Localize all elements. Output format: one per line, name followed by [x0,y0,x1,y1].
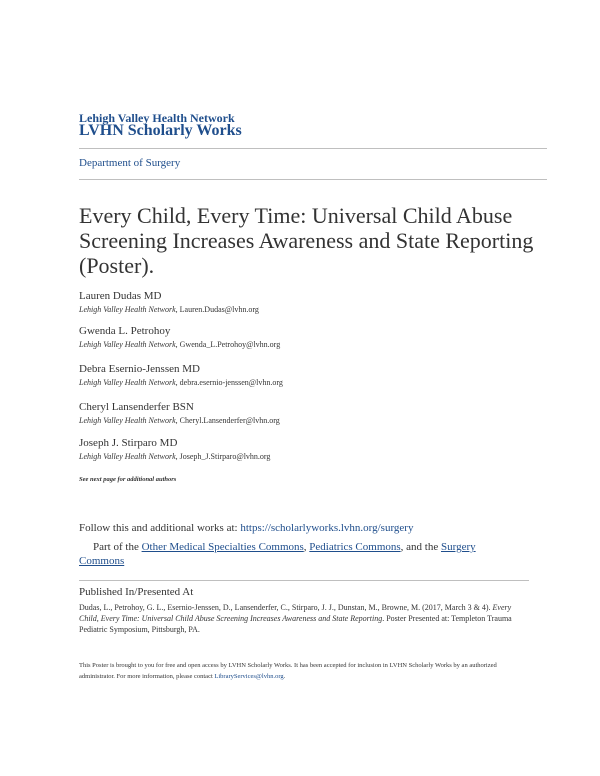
author-email: debra.esernio-jenssen@lvhn.org [179,378,283,387]
see-next-page-note: See next page for additional authors [79,476,177,483]
surgery-commons-link[interactable]: Surgery Commons [79,541,476,567]
part-of-separator: , and the [400,541,441,553]
author-affiliation: Lehigh Valley Health Network, Lauren.Dudas@lvhn.org [79,305,259,314]
affiliation-name: Lehigh Valley Health Network [79,340,176,349]
follow-text: Follow this and additional works at: [79,522,241,534]
author-affiliation: Lehigh Valley Health Network, Gwenda_L.Petrohoy@lvhn.org [79,340,281,349]
document-title: Every Child, Every Time: Universal Child Abuse Screening Increases Awareness and State Reporting (Poster). [79,203,534,278]
affiliation-name: Lehigh Valley Health Network [79,305,176,314]
author-name: Debra Esernio-Jenssen MD [79,363,200,375]
published-heading: Published In/Presented At [79,586,194,598]
part-of-separator: , [303,541,310,553]
pediatrics-commons-link[interactable]: Pediatrics Commons [309,541,401,553]
series-title[interactable]: LVHN Scholarly Works [79,122,242,139]
follow-line [79,522,413,534]
part-of-prefix: Part of the [93,541,142,553]
author-name: Lauren Dudas MD [79,290,162,302]
citation-rest: . Poster Presented at: Templeton Trauma Pediatric Symposium, Pittsburgh, PA. [79,614,512,634]
author-name: Cheryl Lansenderfer BSN [79,401,194,413]
divider-published [79,580,529,581]
divider-top [79,148,547,149]
library-services-email-link[interactable]: LibraryServices@lvhn.org [214,673,284,680]
collection-url-link[interactable]: https://scholarlyworks.lvhn.org/surgery [240,522,414,534]
affiliation-name: Lehigh Valley Health Network [79,452,176,461]
access-statement [79,660,519,682]
author-email: Lauren.Dudas@lvhn.org [179,305,259,314]
citation-title: Every Child, Every Time: Universal Child Abuse Screening Increases Awareness and State Reporting [79,603,512,623]
author-email: Gwenda_L.Petrohoy@lvhn.org [179,340,281,349]
citation [79,602,519,635]
divider-bottom [79,179,547,180]
part-of-commons [79,540,489,568]
author-affiliation: Lehigh Valley Health Network, debra.esernio-jenssen@lvhn.org [79,378,283,387]
affiliation-name: Lehigh Valley Health Network [79,416,176,425]
department-link[interactable]: Department of Surgery [79,157,181,169]
author-name: Joseph J. Stirparo MD [79,437,178,449]
access-text: This Poster is brought to you for free and open access by LVHN Scholarly Works. It has been accepted for inclusion in LVHN Scholarly Works by an authorized administrator. For more information, please contact [79,662,497,680]
author-affiliation: Lehigh Valley Health Network, Joseph_J.Stirparo@lvhn.org [79,452,271,461]
author-name: Gwenda L. Petrohoy [79,325,171,337]
organization-name: Lehigh Valley Health Network [79,111,235,125]
author-email: Cheryl.Lansenderfer@lvhn.org [179,416,280,425]
other-medical-specialties-commons-link[interactable]: Other Medical Specialties Commons [141,541,304,553]
citation-authors: Dudas, L., Petrohoy, G. L., Esernio-Jenssen, D., Lansenderfer, C., Stirparo, J. J., Dunstan, M., Browne, M. (2017, March 3 & 4). [79,603,493,612]
author-email: Joseph_J.Stirparo@lvhn.org [179,452,271,461]
author-affiliation: Lehigh Valley Health Network, Cheryl.Lansenderfer@lvhn.org [79,416,280,425]
affiliation-name: Lehigh Valley Health Network [79,378,176,387]
access-end: . [283,673,286,680]
